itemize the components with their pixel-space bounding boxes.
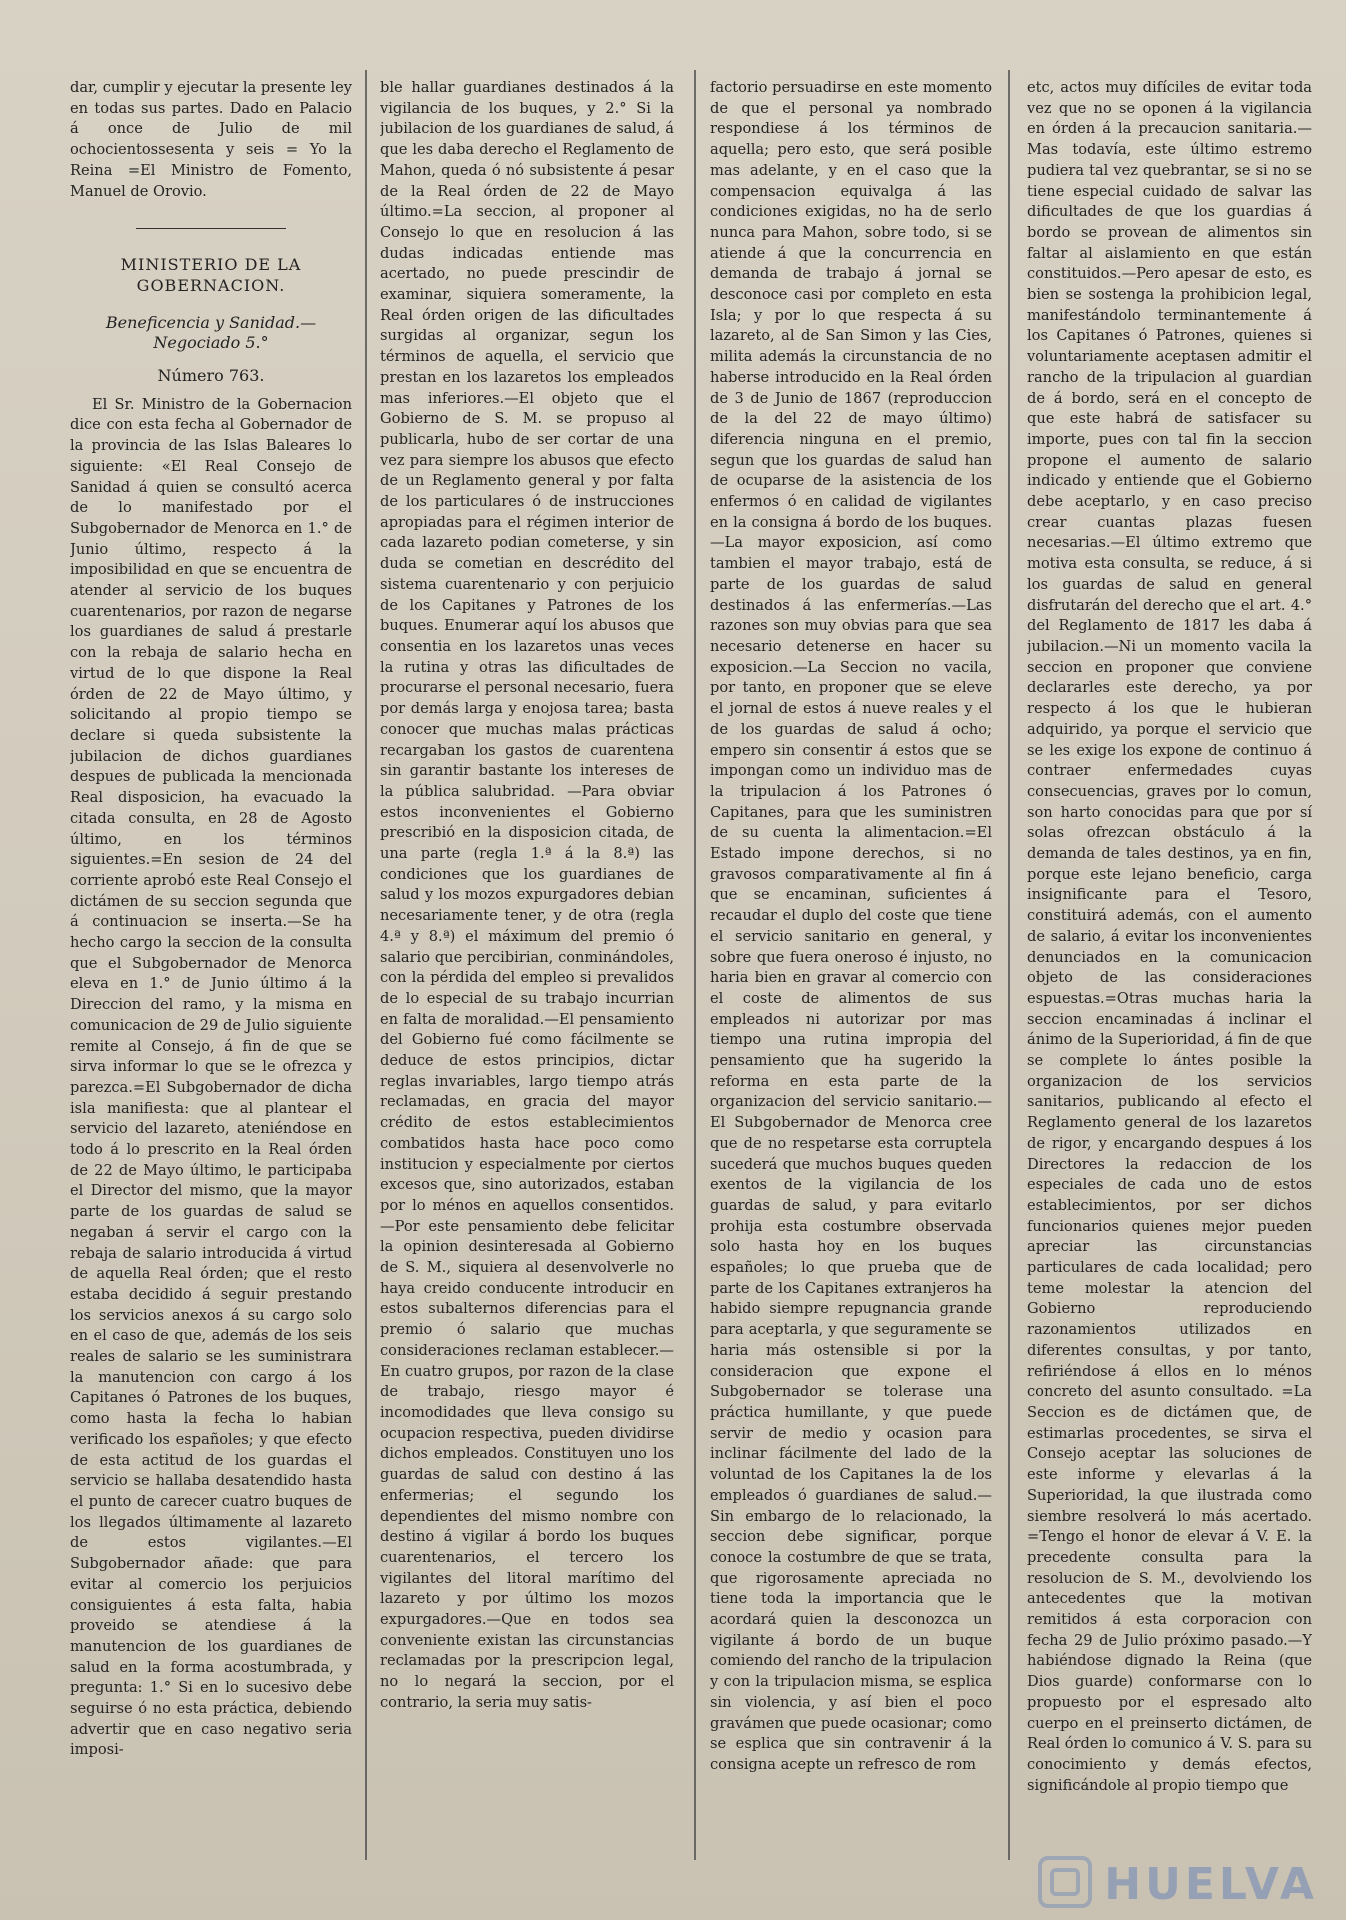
closing-paragraph: dar, cumplir y ejecutar la presente ley en todas sus partes. Dado en Palacio á once de Julio de mil ochocientossesenta y seis = Yo la Reina =El Ministro de Fomento, Manuel de Orovio.	[70, 79, 352, 200]
column-rule	[365, 70, 367, 1860]
body-text: El Sr. Ministro de la Gobernacion dice con esta fecha al Gobernador de la provincia de las Islas Baleares lo siguiente: «El Real Consejo de Sanidad á quien se consultó acerca de lo manifestado por el Subgobernador de Menorca en 1.° de Junio último, respecto á la imposibilidad en que se encuentra de atender al servicio de los buques cuarentenarios, por razon de negarse los guardianes de salud á prestarle con la rebaja de salario hecha en virtud de lo que dispone la Real órden de 22 de Mayo último, y solicitando al propio tiempo se declare si queda subsistente la jubilacion de dichos guardianes despues de publicada la mencionada Real disposicion, ha evacuado la citada consulta, en 28 de Agosto último, en los términos siguientes.=En sesion de 24 del corriente aprobó este Real Consejo el dictámen de su seccion segunda que á continuacion se inserta.—Se ha hecho cargo la seccion de la consulta que el Subgobernador de Menorca eleva en 1.° de Junio último á la Direccion del ramo, y la misma en comunicacion de 29 de Julio siguiente remite al Consejo, á fin de que se sirva informar lo que se le ofrezca y parezca.=El Subgobernador de dicha isla manifiesta: que al plantear el servicio del lazareto, ateniéndose en todo á lo prescrito en la Real órden de 22 de Mayo último, le participaba el Director del mismo, que la mayor parte de los guardas de salud se negaban á servir el cargo con la rebaja de salario introducida á virtud de aquella Real órden; que el resto estaba decidido á seguir prestando los servicios anexos á su cargo solo en el caso de que, además de los seis reales de salario se les suministrara la manutencion con cargo á los Capitanes ó Patrones de los buques, como hasta la fecha lo habian verificado los españoles; y que efecto de esta actitud de los guardas el servicio se hallaba desatendido hasta el punto de carecer cuatro buques de los llegados últimamente al lazareto de estos vigilantes.—El Subgobernador añade: que para evitar al comercio los perjuicios consiguientes á esta falta, habia proveido se atendiese á la manutencion de los guardianes de salud en la forma acostumbrada, y pregunta: 1.° Si en lo sucesivo debe seguirse ó no esta práctica, debiendo advertir que en caso negativo seria imposi-	[70, 395, 352, 1759]
column-3	[710, 78, 992, 1878]
archive-watermark: HUELVA	[1104, 1859, 1318, 1910]
body-text: etc, actos muy difíciles de evitar toda vez que no se oponen á la vigilancia en órden á la precaucion sanitaria.—Mas todavía, este último estremo pudiera tal vez quebrantar, se si no se tiene especial cuidado de salvar las dificultades de que los guardias á bordo se provean de alimentos sin faltar al aislamiento en que están constituidos.—Pero apesar de esto, es bien se sostenga la prohibicion legal, manifestándolo terminantemente á los Capitanes ó Patrones, quienes si voluntariamente aceptasen admitir el rancho de la tripulacion al guardian de á bordo, será en el concepto de que este habrá de satisfacer su importe, pues con tal fin la seccion propone el aumento de salario indicado y entiende que el Gobierno debe aceptarlo, y en caso preciso crear cuantas plazas fuesen necesarias.—El último extremo que motiva esta consulta, se reduce, á si los guardas de salud en general disfrutarán del derecho que el art. 4.° del Reglamento de 1817 les daba á jubilacion.—Ni un momento vacila la seccion en proponer que conviene declararles este derecho, ya por respecto á los que le hubieran adquirido, ya porque el servicio que se les exige los expone de continuo á contraer enfermedades cuyas consecuencias, graves por lo comun, son harto conocidas para que por sí solas ofrezcan obstáculo á la demanda de tales destinos, ya en fin, porque este lejano beneficio, carga insignificante para el Tesoro, constituirá además, con el aumento de salario, á evitar los inconvenientes denunciados en la comunicacion objeto de las consideraciones espuestas.=Otras muchas haria la seccion encaminadas á inclinar el ánimo de la Superioridad, á fin de que se complete lo ántes posible la organizacion de los servicios sanitarios, publicando al efecto el Reglamento general de los lazaretos de rigor, y encargando despues á los Directores la redaccion de los especiales de cada uno de estos establecimientos, por ser dichos funcionarios quienes mejor pueden apreciar las circunstancias particulares de cada localidad; pero teme molestar la atencion del Gobierno reproduciendo razonamientos utilizados en diferentes consultas, y por tanto, refiriéndose á ellos en lo ménos concreto del asunto consultado. =La Seccion es de dictámen que, de estimarlas procedentes, se sirva el Consejo aceptar las soluciones de este informe y elevarlas á la Superioridad, la que ilustrada como siembre resolverá lo más acertado. =Tengo el honor de elevar á V. E. la precedente consulta para la resolucion de S. M., devolviendo los antecedentes que la motivan remitidos á esta corporacion con fecha 29 de Julio próximo pasado.—Y habiéndose dignado la Reina (que Dios guarde) conformarse con lo propuesto por el espresado alto cuerpo en el preinserto dictámen, de Real órden lo comunico á V. S. para su conocimiento y demás efectos, significándole al propio tiempo que	[1027, 79, 1312, 1794]
document-number: Número 763.	[157, 366, 265, 386]
section-separator	[136, 228, 286, 229]
column-2	[380, 78, 674, 1878]
archive-logo-icon	[1036, 1854, 1094, 1910]
column-rule	[1008, 70, 1010, 1860]
column-4	[1027, 78, 1312, 1878]
ministry-heading: MINISTERIO DE LA GOBERNACION.	[120, 255, 302, 295]
body-text: ble hallar guardianes destinados á la vigilancia de los buques, y 2.° Si la jubilacion de los guardianes de salud, á que les daba derecho el Reglamento de Mahon, queda ó nó subsistente á pesar de la Real órden de 22 de Mayo último.=La seccion, al proponer al Consejo lo que en resolucion á las dudas indicadas entiende mas acertado, no puede prescindir de examinar, siquiera someramente, la Real órden origen de las dificultades surgidas al organizar, segun los términos de aquella, el servicio que prestan en los lazaretos los empleados mas inferiores.—El objeto que el Gobierno de S. M. se propuso al publicarla, hubo de ser cortar de una vez para siempre los abusos que efecto de un Reglamento general y por falta de los particulares ó de instrucciones apropiadas para el régimen interior de cada lazareto podian cometerse, y sin duda se cometian en descrédito del sistema cuarentenario y con perjuicio de los Capitanes y Patrones de los buques. Enumerar aquí los abusos que consentia en los lazaretos unas veces la rutina y otras las dificultades de procurarse el personal necesario, fuera por demás larga y enojosa tarea; basta conocer que muchas malas prácticas recargaban los gastos de cuarentena sin garantir bastante los intereses de la pública salubridad. —Para obviar estos inconvenientes el Gobierno prescribió en la disposicion citada, de una parte (regla 1.ª á la 8.ª) las condiciones que los guardianes de salud y los mozos expurgadores debian necesariamente tener, y de otra (regla 4.ª y 8.ª) el máximum del premio ó salario que percibirian, conminándoles, con la pérdida del empleo si prevalidos de lo especial de su trabajo incurrian en falta de moralidad.—El pensamiento del Gobierno fué como fácilmente se deduce de estos principios, dictar reglas invariables, largo tiempo atrás reclamadas, en gracia del mayor crédito de estos establecimientos combatidos hasta hace poco como institucion y especialmente por ciertos excesos que, sino autorizados, estaban por lo ménos en aquellos consentidos.—Por este pensamiento debe felicitar la opinion desinteresada al Gobierno de S. M., siquiera al desenvolverle no haya creido conducente introducir en estos subalternos diferencias para el premio ó salario que muchas consideraciones reclaman establecer.—En cuatro grupos, por razon de la clase de trabajo, riesgo mayor é incomodidades que lleva consigo su ocupacion respectiva, pueden dividirse dichos empleados. Constituyen uno los guardas de salud con destino á las enfermerias; el segundo los dependientes del mismo nombre con destino á vigilar á bordo los buques cuarentenarios, el tercero los vigilantes del litoral marítimo del lazareto y por último los mozos expurgadores.—Que en todos sea conveniente existan las circunstancias reclamadas por la prescripcion legal, no lo negará la seccion, por el contrario, la seria muy satis-	[380, 79, 674, 1711]
column-rule	[694, 70, 696, 1860]
body-text: factorio persuadirse en este momento de que el personal ya nombrado respondiese á los términos de aquella; pero esto, que será posible mas adelante, y en el caso que la compensacion equivalga á las condiciones exigidas, no ha de serlo nunca para Mahon, sobre todo, si se atiende á que la concurrencia en demanda de trabajo á jornal se desconoce casi por completo en esta Isla; y por lo que respecta á su lazareto, al de San Simon y las Cies, milita además la circunstancia de no haberse introducido en la Real órden de 3 de Junio de 1867 (reproduccion de la del 22 de mayo último) diferencia ninguna en el premio, segun que los guardas de salud han de ocuparse de la asistencia de los enfermos ó en calidad de vigilantes en la consigna á bordo de los buques.—La mayor exposicion, así como tambien el mayor trabajo, está de parte de los guardas de salud destinados á las enfermerías.—Las razones son muy obvias para que sea necesario detenerse en hacer su exposicion.—La Seccion no vacila, por tanto, en proponer que se eleve el jornal de estos á nueve reales y el de los guardas de salud á ocho; empero sin consentir á estos que se impongan como un individuo mas de la tripulacion á los Patrones ó Capitanes, para que les suministren de su cuenta la alimentacion.=El Estado impone derechos, si no gravosos comparativamente al fin á que se encaminan, suficientes á recaudar el duplo del coste que tiene el servicio sanitario en general, y sobre que fuera oneroso é injusto, no haria bien en gravar al comercio con el coste de alimentos de sus empleados ni autorizar por mas tiempo una rutina impropia del pensamiento que ha sugerido la reforma en esta parte de la organizacion del servicio sanitario.—El Subgobernador de Menorca cree que de no respetarse esta corruptela sucederá que muchos buques queden exentos de la vigilancia de los guardas de salud, y para evitarlo prohija esta costumbre observada solo hasta hoy en los buques españoles; lo que prueba que de parte de los Capitanes extranjeros ha habido siempre repugnancia grande para aceptarla, y que seguramente se haria más ostensible si por la consideracion que expone el Subgobernador se tolerase una práctica humillante, y que puede servir de medio y ocasion para inclinar fácilmente del lado de la voluntad de los Capitanes la de los empleados ó guardianes de salud.—Sin embargo de lo relacionado, la seccion debe significar, porque conoce la costumbre de que se trata, que rigorosamente apreciada no tiene toda la importancia que le acordará quien la desconozca un vigilante á bordo de un buque comiendo del rancho de la tripulacion y con la tripulacion misma, se esplica sin violencia, y así bien el poco gravámen que puede ocasionar; como se esplica que sin contravenir á la consigna acepte un refresco de rom	[710, 79, 992, 1773]
department-subheading: Beneficencia y Sanidad.—Negociado 5.°	[105, 312, 317, 353]
column-1	[70, 78, 352, 1878]
